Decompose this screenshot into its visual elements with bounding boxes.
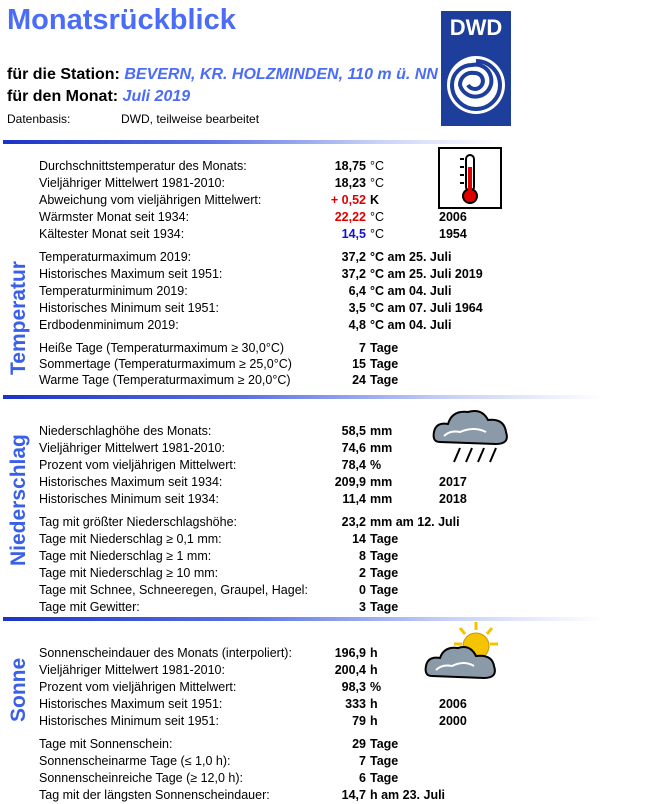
station-value: BEVERN, KR. HOLZMINDEN, 110 m ü. NN	[124, 66, 438, 83]
row-unit: h am 23. Juli	[370, 788, 446, 802]
row-label: Vieljähriger Mittelwert 1981-2010:	[39, 663, 225, 677]
row-value: + 0,52	[330, 193, 366, 207]
row-unit: mm	[370, 475, 393, 489]
row-value: 196,9	[334, 646, 366, 660]
divider-top	[3, 140, 503, 144]
row-value: 6,4	[348, 284, 366, 298]
section-title-sonne: Sonne	[7, 657, 30, 722]
row-label: Warme Tage (Temperaturmaximum ≥ 20,0°C)	[39, 373, 291, 387]
row-unit: Tage	[370, 357, 399, 371]
row-label: Niederschlaghöhe des Monats:	[39, 424, 212, 438]
row-unit: h	[370, 646, 378, 660]
row-year: 2017	[439, 475, 467, 489]
table-row	[39, 582, 639, 599]
row-unit: h	[370, 697, 378, 711]
table-row	[39, 696, 639, 713]
row-value: 22,22	[334, 210, 366, 224]
table-row	[39, 565, 639, 582]
row-value: 14,5	[341, 227, 366, 241]
section-title-niederschlag: Niederschlag	[7, 434, 30, 566]
row-value: 37,2	[341, 250, 366, 264]
row-unit: mm	[370, 492, 393, 506]
row-value: 200,4	[334, 663, 366, 677]
row-unit: Tage	[370, 566, 399, 580]
row-unit: Tage	[370, 532, 399, 546]
row-label: Historisches Maximum seit 1934:	[39, 475, 223, 489]
row-label: Prozent vom vieljährigen Mittelwert:	[39, 680, 237, 694]
row-year: 2018	[439, 492, 467, 506]
row-value: 0	[359, 583, 366, 597]
row-label: Temperaturminimum 2019:	[39, 284, 188, 298]
row-value: 37,2	[341, 267, 366, 281]
table-row	[39, 753, 639, 770]
row-unit: mm	[370, 424, 393, 438]
row-unit: mm	[370, 441, 393, 455]
row-value: 18,75	[334, 159, 366, 173]
row-unit: Tage	[370, 583, 399, 597]
row-value: 8	[359, 549, 366, 563]
table-row	[39, 317, 639, 334]
basis-label: Datenbasis:	[7, 112, 71, 126]
row-year: 2006	[439, 697, 467, 711]
row-label: Erdbodenminimum 2019:	[39, 318, 179, 332]
row-unit: °C am 07. Juli 1964	[370, 301, 483, 315]
row-unit: Tage	[370, 737, 399, 751]
row-value: 3	[359, 600, 366, 614]
row-label: Tage mit Niederschlag ≥ 1 mm:	[39, 549, 212, 563]
table-row	[39, 372, 639, 389]
row-value: 29	[352, 737, 366, 751]
row-unit: h	[370, 663, 378, 677]
row-label: Vieljähriger Mittelwert 1981-2010:	[39, 441, 225, 455]
row-value: 18,23	[334, 176, 366, 190]
row-unit: °C am 04. Juli	[370, 284, 452, 298]
row-value: 98,3	[341, 680, 366, 694]
row-unit: h	[370, 714, 378, 728]
dwd-logo	[441, 11, 511, 126]
row-unit: °C am 25. Juli	[370, 250, 452, 264]
row-label: Tage mit Niederschlag ≥ 10 mm:	[39, 566, 219, 580]
row-year: 2000	[439, 714, 467, 728]
row-year: 2006	[439, 210, 467, 224]
table-row	[39, 175, 639, 192]
row-value: 3,5	[348, 301, 366, 315]
row-label: Durchschnittstemperatur des Monats:	[39, 159, 247, 173]
table-row	[39, 787, 639, 804]
table-row	[39, 457, 639, 474]
row-value: 58,5	[341, 424, 366, 438]
table-row	[39, 491, 639, 508]
table-row	[39, 266, 639, 283]
row-label: Tage mit Niederschlag ≥ 0,1 mm:	[39, 532, 222, 546]
row-label: Wärmster Monat seit 1934:	[39, 210, 190, 224]
table-row	[39, 423, 639, 440]
table-row	[39, 713, 639, 730]
table-row	[39, 226, 639, 243]
row-label: Kältester Monat seit 1934:	[39, 227, 185, 241]
row-value: 209,9	[334, 475, 366, 489]
logo-text: DWD	[449, 15, 503, 40]
row-value: 6	[359, 771, 366, 785]
row-unit: °C	[370, 176, 385, 190]
row-label: Heiße Tage (Temperaturmaximum ≥ 30,0°C)	[39, 341, 285, 355]
row-value: 23,2	[341, 515, 366, 529]
table-row	[39, 599, 639, 616]
row-unit: Tage	[370, 341, 399, 355]
row-year: 1954	[439, 227, 467, 241]
table-row	[39, 440, 639, 457]
row-unit: °C	[370, 159, 385, 173]
section-title-temperatur: Temperatur	[7, 261, 30, 375]
row-label: Abweichung vom vieljährigen Mittelwert:	[39, 193, 262, 207]
table-row	[39, 249, 639, 266]
table-row	[39, 158, 639, 175]
table-row	[39, 548, 639, 565]
row-unit: K	[370, 193, 380, 207]
divider-sonne	[3, 617, 603, 621]
row-value: 78,4	[341, 458, 366, 472]
row-value: 11,4	[342, 492, 366, 506]
row-value: 7	[359, 341, 366, 355]
row-label: Historisches Minimum seit 1951:	[39, 714, 219, 728]
table-row	[39, 356, 639, 373]
basis-value: DWD, teilweise bearbeitet	[121, 112, 260, 126]
row-unit: %	[370, 680, 382, 694]
row-value: 2	[359, 566, 366, 580]
row-unit: Tage	[370, 600, 399, 614]
month-label: für den Monat:	[7, 88, 119, 105]
row-value: 4,8	[348, 318, 366, 332]
row-value: 24	[352, 373, 366, 387]
row-label: Tage mit Gewitter:	[39, 600, 140, 614]
row-unit: Tage	[370, 754, 399, 768]
station-line	[7, 66, 438, 84]
row-label: Tag mit der längsten Sonnenscheindauer:	[39, 788, 270, 802]
row-unit: Tage	[370, 771, 399, 785]
station-label: für die Station:	[7, 66, 120, 83]
row-unit: °C	[370, 210, 385, 224]
row-label: Vieljähriger Mittelwert 1981-2010:	[39, 176, 225, 190]
row-unit: °C	[370, 227, 385, 241]
row-label: Historisches Maximum seit 1951:	[39, 267, 223, 281]
row-label: Sonnenscheindauer des Monats (interpoliert):	[39, 646, 292, 660]
row-label: Historisches Minimum seit 1934:	[39, 492, 219, 506]
row-label: Historisches Minimum seit 1951:	[39, 301, 219, 315]
row-label: Historisches Maximum seit 1951:	[39, 697, 223, 711]
row-value: 74,6	[341, 441, 366, 455]
row-unit: °C am 04. Juli	[370, 318, 452, 332]
row-label: Prozent vom vieljährigen Mittelwert:	[39, 458, 237, 472]
month-value: Juli 2019	[122, 88, 191, 105]
row-label: Tag mit größter Niederschlagshöhe:	[39, 515, 238, 529]
table-row	[39, 340, 639, 357]
row-label: Sonnenscheinarme Tage (≤ 1,0 h):	[39, 754, 231, 768]
row-label: Tage mit Schnee, Schneeregen, Graupel, Hagel:	[39, 583, 308, 597]
row-value: 15	[352, 357, 366, 371]
row-value: 79	[352, 714, 366, 728]
dwd-swirl-icon	[444, 53, 508, 117]
table-row	[39, 736, 639, 753]
row-label: Sonnenscheinreiche Tage (≥ 12,0 h):	[39, 771, 243, 785]
row-unit: mm am 12. Juli	[370, 515, 460, 529]
row-value: 333	[345, 697, 366, 711]
table-row	[39, 662, 639, 679]
row-unit: °C am 25. Juli 2019	[370, 267, 483, 281]
row-unit: %	[370, 458, 382, 472]
month-line	[7, 88, 190, 106]
table-row	[39, 531, 639, 548]
table-row	[39, 192, 639, 209]
divider-niederschlag	[3, 395, 603, 399]
table-row	[39, 514, 639, 531]
table-row	[39, 283, 639, 300]
row-value: 14,7	[341, 788, 366, 802]
table-row	[39, 645, 639, 662]
table-row	[39, 300, 639, 317]
table-row	[39, 209, 639, 226]
row-value: 7	[359, 754, 366, 768]
row-label: Sommertage (Temperaturmaximum ≥ 25,0°C)	[39, 357, 292, 371]
page-title: Monatsrückblick	[7, 4, 236, 36]
row-label: Temperaturmaximum 2019:	[39, 250, 192, 264]
table-row	[39, 770, 639, 787]
row-unit: Tage	[370, 549, 399, 563]
row-label: Tage mit Sonnenschein:	[39, 737, 173, 751]
table-row	[39, 474, 639, 491]
row-unit: Tage	[370, 373, 399, 387]
table-row	[39, 679, 639, 696]
row-value: 14	[352, 532, 366, 546]
